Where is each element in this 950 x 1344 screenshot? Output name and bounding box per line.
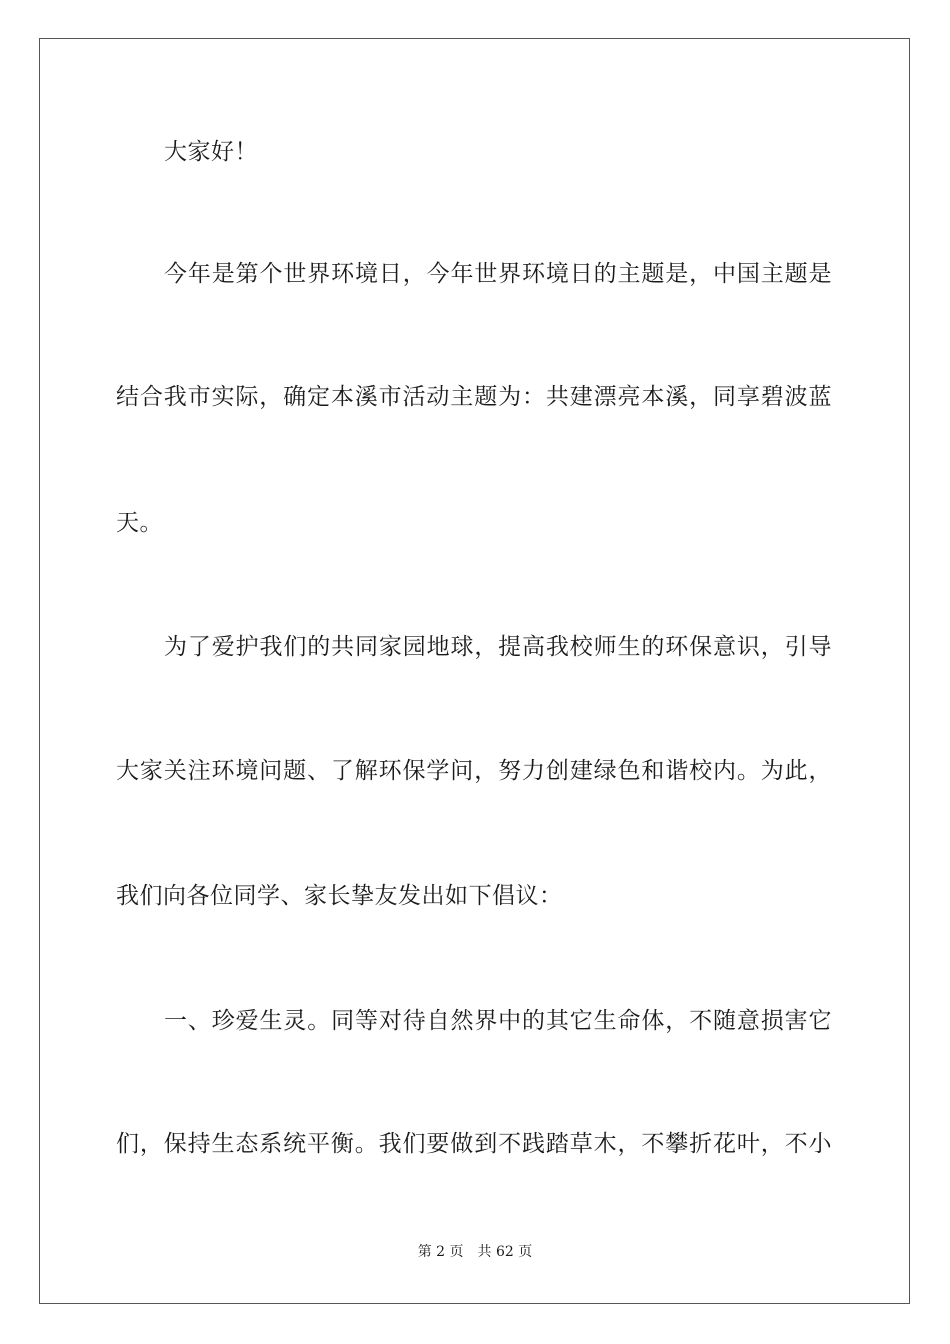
paragraph-line: 我们向各位同学、家长挚友发出如下倡议：	[116, 883, 563, 909]
paragraph-line: 天。	[116, 510, 163, 536]
paragraph-line: 今年是第个世界环境日，今年世界环境日的主题是，中国主题是	[164, 261, 832, 287]
page-footer	[0, 1243, 950, 1261]
page-total: 共 62 页	[477, 1244, 533, 1260]
paragraph-line: 们，保持生态系统平衡。我们要做到不践踏草木，不攀折花叶，不小	[116, 1131, 832, 1157]
greeting-line: 大家好！	[164, 139, 258, 165]
paragraph-line: 大家关注环境问题、了解环保学问，努力创建绿色和谐校内。为此，	[116, 758, 832, 784]
page-frame	[39, 38, 910, 1304]
page-number: 第 2 页	[417, 1244, 464, 1260]
paragraph-line: 为了爱护我们的共同家园地球，提高我校师生的环保意识，引导	[164, 634, 832, 660]
paragraph-line: 一、珍爱生灵。同等对待自然界中的其它生命体，不随意损害它	[164, 1008, 832, 1034]
paragraph-line: 结合我市实际，确定本溪市活动主题为：共建漂亮本溪，同享碧波蓝	[116, 384, 832, 410]
